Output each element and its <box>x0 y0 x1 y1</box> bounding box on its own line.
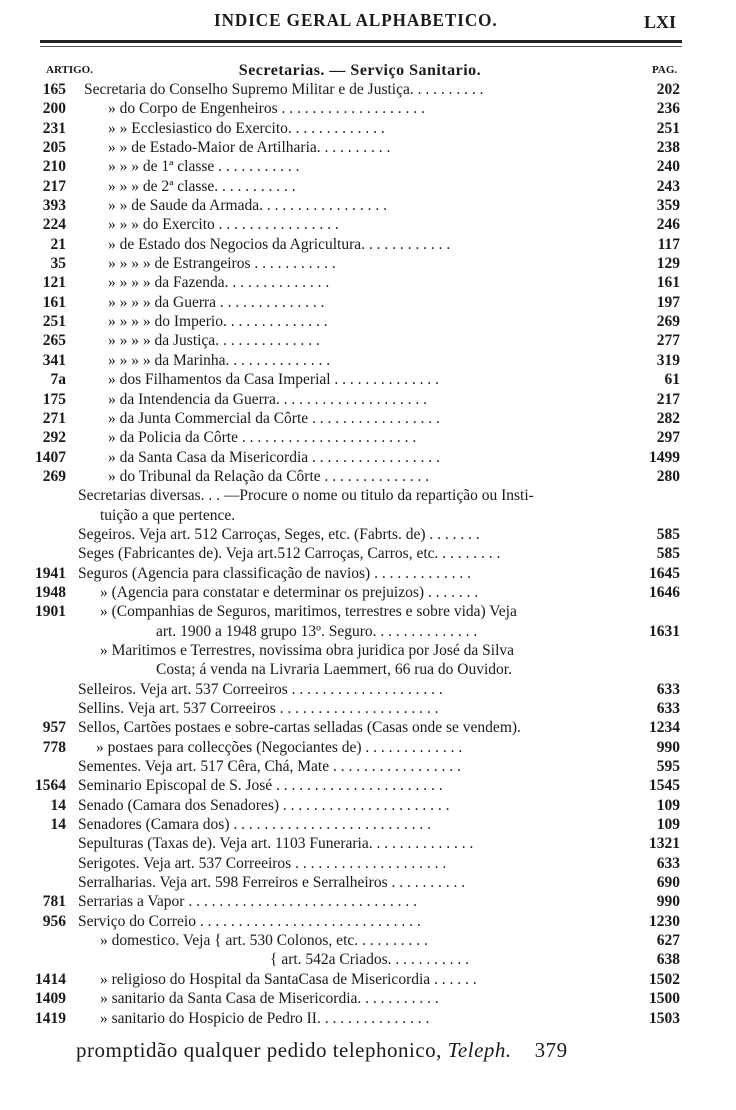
column-heading-page: PAG. <box>652 64 678 76</box>
entry-text: » da Policia da Côrte . . . . . . . . . . . . . . . . . . . . . . . <box>108 429 417 447</box>
column-heading-article: ARTIGO. <box>46 64 93 76</box>
index-row <box>0 602 736 621</box>
article-number: 781 <box>42 893 66 911</box>
page-title: INDICE GERAL ALPHABETICO. <box>214 10 498 30</box>
page-reference: 990 <box>656 893 680 911</box>
article-number: 205 <box>42 139 66 157</box>
page-reference: 638 <box>656 951 680 969</box>
index-row <box>0 409 736 428</box>
page-reference: 359 <box>656 197 680 215</box>
index-row <box>0 273 736 292</box>
page-reference: 1631 <box>649 622 680 640</box>
page-reference: 633 <box>656 680 680 698</box>
index-row <box>0 680 736 699</box>
entry-text: » sanitario da Santa Casa de Misericordia. . . . . . . . . . . <box>100 990 439 1008</box>
page-reference: 269 <box>656 313 680 331</box>
index-row <box>0 796 736 815</box>
article-number: 292 <box>42 429 66 447</box>
page-reference: 990 <box>656 738 680 756</box>
entry-text: Senadores (Camara dos) . . . . . . . . . . . . . . . . . . . . . . . . . . <box>78 816 432 834</box>
entry-text: Serigotes. Veja art. 537 Correeiros . . . . . . . . . . . . . . . . . . . . <box>78 854 447 872</box>
index-row <box>0 235 736 254</box>
page-reference: 251 <box>656 119 680 137</box>
page-reference: 202 <box>656 81 680 98</box>
entry-text: » de Estado dos Negocios da Agricultura. . . . . . . . . . . . <box>108 235 451 253</box>
page-reference: 61 <box>664 371 680 389</box>
entry-text: Seges (Fabricantes de). Veja art.512 Carroças, Carros, etc. . . . . . . . . <box>78 545 501 563</box>
entry-text: » Maritimos e Terrestres, novissima obra juridica por José da Silva <box>100 641 515 659</box>
index-row <box>0 177 736 196</box>
entry-text: » religioso do Hospital da SantaCasa de Misericordia . . . . . . <box>100 970 477 988</box>
page-reference: 1321 <box>649 835 680 853</box>
article-number: 224 <box>42 216 66 234</box>
entry-text: » » » de 2ª classe. . . . . . . . . . . <box>108 177 296 195</box>
entry-text: Serralharias. Veja art. 598 Ferreiros e Serralheiros . . . . . . . . . . <box>78 874 466 892</box>
article-number: 121 <box>42 274 66 292</box>
page-reference: 129 <box>656 255 680 273</box>
index-row <box>0 873 736 892</box>
page-reference: 161 <box>656 274 680 292</box>
entry-text: » » » do Exercito . . . . . . . . . . . . . . . . <box>108 216 339 234</box>
article-number: 778 <box>42 738 66 756</box>
article-number: 1409 <box>35 990 66 1008</box>
entry-text: Secretaria do Conselho Supremo Militar e de Justiça. . . . . . . . . . <box>84 81 484 98</box>
index-row <box>0 757 736 776</box>
page-footer <box>76 1038 568 1063</box>
page-reference: 246 <box>656 216 680 234</box>
page-reference: 243 <box>656 177 680 195</box>
index-row <box>0 157 736 176</box>
page-reference: 633 <box>656 700 680 717</box>
index-row <box>0 525 736 544</box>
index-row <box>0 486 736 505</box>
index-row <box>0 119 736 138</box>
index-row <box>0 776 736 795</box>
article-number: 231 <box>42 119 66 137</box>
entry-text: Segeiros. Veja art. 512 Carroças, Seges, etc. (Fabrts. de) . . . . . . . <box>78 525 480 543</box>
page-reference: 319 <box>656 351 680 369</box>
article-number: 269 <box>42 467 66 485</box>
entry-text: » » » » da Fazenda. . . . . . . . . . . . . . <box>108 274 330 292</box>
index-row <box>0 312 736 331</box>
page-reference: 1230 <box>649 912 680 930</box>
article-number: 7a <box>50 371 66 389</box>
entry-text: » » » » do Imperio. . . . . . . . . . . . . . <box>108 313 328 331</box>
index-row <box>0 583 736 602</box>
entry-text: » domestico. Veja { art. 530 Colonos, etc. . . . . . . . . . <box>100 932 428 950</box>
entry-text: » da Junta Commercial da Côrte . . . . . . . . . . . . . . . . . <box>108 409 440 427</box>
index-row <box>0 215 736 234</box>
article-number: 210 <box>42 158 66 176</box>
entry-text: » » Ecclesiastico do Exercito. . . . . . . . . . . . . <box>108 119 385 137</box>
entry-text: » da Santa Casa da Misericordia . . . . . . . . . . . . . . . . . <box>108 448 440 466</box>
section-heading: Secretarias. — Serviço Sanitario. <box>238 62 482 79</box>
page-reference: 1234 <box>649 719 680 737</box>
page-reference: 595 <box>656 758 680 776</box>
entry-text: Costa; á venda na Livraria Laemmert, 66 rua do Ouvidor. <box>156 661 512 679</box>
index-row <box>0 99 736 118</box>
page-reference: 240 <box>656 158 680 176</box>
entry-text: art. 1900 a 1948 grupo 13º. Seguro. . . . . . . . . . . . . . <box>156 622 478 640</box>
page-reference: 627 <box>656 932 680 950</box>
entry-text: » (Agencia para constatar e determinar os prejuizos) . . . . . . . <box>100 583 479 601</box>
entry-text: » » » » da Guerra . . . . . . . . . . . . . . <box>108 293 325 311</box>
index-row <box>0 854 736 873</box>
article-number: 165 <box>42 81 66 98</box>
page-reference: 1646 <box>649 583 680 601</box>
article-number: 957 <box>42 719 66 737</box>
page-reference: 1502 <box>649 970 680 988</box>
index-row <box>0 564 736 583</box>
index-entries <box>0 80 736 1028</box>
page-reference: 1503 <box>649 1009 680 1027</box>
index-row <box>0 544 736 563</box>
index-row <box>0 660 736 679</box>
index-row <box>0 815 736 834</box>
entry-text: Sellins. Veja art. 537 Correeiros . . . . . . . . . . . . . . . . . . . . . <box>78 700 439 717</box>
index-row <box>0 196 736 215</box>
entry-text: Selleiros. Veja art. 537 Correeiros . . . . . . . . . . . . . . . . . . . . <box>78 680 443 698</box>
index-row <box>0 738 736 757</box>
article-number: 14 <box>50 796 66 814</box>
entry-text: Seguros (Agencia para classificação de navios) . . . . . . . . . . . . . <box>78 564 471 582</box>
index-row <box>0 506 736 525</box>
entry-text: Sepulturas (Taxas de). Veja art. 1103 Funeraria. . . . . . . . . . . . . . <box>78 835 474 853</box>
article-number: 21 <box>50 235 66 253</box>
article-number: 956 <box>42 912 66 930</box>
page-number-roman: LXI <box>644 12 677 32</box>
article-number: 35 <box>50 255 66 273</box>
index-row <box>0 331 736 350</box>
entry-text: Serrarias a Vapor . . . . . . . . . . . . . . . . . . . . . . . . . . . . . . <box>78 893 417 911</box>
article-number: 1901 <box>35 603 66 621</box>
article-number: 393 <box>42 197 66 215</box>
article-number: 1948 <box>35 583 66 601</box>
index-row <box>0 138 736 157</box>
header-rule <box>40 40 682 43</box>
entry-text: Secretarias diversas. . . —Procure o nome ou titulo da repartição ou Insti- <box>78 487 534 505</box>
page-reference: 297 <box>656 429 680 447</box>
index-row <box>0 351 736 370</box>
entry-text: » do Corpo de Engenheiros . . . . . . . . . . . . . . . . . . . <box>108 100 425 118</box>
page-reference: 197 <box>656 293 680 311</box>
article-number: 1564 <box>35 777 66 795</box>
article-number: 217 <box>42 177 66 195</box>
index-row <box>0 834 736 853</box>
index-row <box>0 892 736 911</box>
index-row <box>0 718 736 737</box>
entry-text: Senado (Camara dos Senadores) . . . . . . . . . . . . . . . . . . . . . . <box>78 796 450 814</box>
entry-text: » » » de 1ª classe . . . . . . . . . . . <box>108 158 300 176</box>
page-reference: 238 <box>656 139 680 157</box>
article-number: 1414 <box>35 970 66 988</box>
article-number: 1941 <box>35 564 66 582</box>
index-row <box>0 950 736 969</box>
article-number: 1419 <box>35 1009 66 1027</box>
entry-text: { art. 542a Criados. . . . . . . . . . . <box>270 951 470 969</box>
entry-text: » » de Estado-Maior de Artilharia. . . . . . . . . . <box>108 139 391 157</box>
page-reference: 117 <box>657 235 680 253</box>
page-reference: 1500 <box>649 990 680 1008</box>
entry-text: Sementes. Veja art. 517 Cêra, Chá, Mate . . . . . . . . . . . . . . . . . <box>78 758 461 776</box>
footer-page-number: 379 <box>534 1038 568 1062</box>
index-row <box>0 641 736 660</box>
entry-text: » sanitario do Hospicio de Pedro II. . . . . . . . . . . . . . . <box>100 1009 430 1027</box>
page-reference: 109 <box>656 796 680 814</box>
index-row <box>0 428 736 447</box>
index-row <box>0 699 736 718</box>
article-number: 161 <box>42 293 66 311</box>
footer-text: promptidão qualquer pedido telephonico, <box>76 1038 442 1062</box>
entry-text: » » » » de Estrangeiros . . . . . . . . . . . <box>108 255 336 273</box>
page-reference: 1499 <box>649 448 680 466</box>
page-reference: 236 <box>656 100 680 118</box>
index-row <box>0 448 736 467</box>
entry-text: Seminario Episcopal de S. José . . . . . . . . . . . . . . . . . . . . . . <box>78 777 443 795</box>
entry-text: » do Tribunal da Relação da Côrte . . . . . . . . . . . . . . <box>108 467 430 485</box>
index-row <box>0 1009 736 1028</box>
article-number: 251 <box>42 313 66 331</box>
entry-text: » da Intendencia da Guerra. . . . . . . . . . . . . . . . . . . . <box>108 390 427 408</box>
entry-text: » (Companhias de Seguros, maritimos, terrestres e sobre vida) Veja <box>100 603 517 621</box>
article-number: 271 <box>42 409 66 427</box>
article-number: 200 <box>42 100 66 118</box>
index-row <box>0 254 736 273</box>
entry-text: » dos Filhamentos da Casa Imperial . . . . . . . . . . . . . . <box>108 371 440 389</box>
article-number: 265 <box>42 332 66 350</box>
page-reference: 1645 <box>649 564 680 582</box>
index-row <box>0 370 736 389</box>
index-row <box>0 931 736 950</box>
page-header <box>0 6 736 46</box>
page-reference: 585 <box>656 525 680 543</box>
page-reference: 690 <box>656 874 680 892</box>
page-reference: 1545 <box>649 777 680 795</box>
page-reference: 277 <box>656 332 680 350</box>
index-row <box>0 622 736 641</box>
article-number: 341 <box>42 351 66 369</box>
page-reference: 282 <box>656 409 680 427</box>
page-reference: 280 <box>656 467 680 485</box>
page-reference: 585 <box>656 545 680 563</box>
entry-text: Sellos, Cartões postaes e sobre-cartas selladas (Casas onde se vendem). <box>78 719 521 737</box>
entry-text: » » » » da Justiça. . . . . . . . . . . . . . <box>108 332 320 350</box>
page-reference: 633 <box>656 854 680 872</box>
index-row <box>0 912 736 931</box>
article-number: 175 <box>42 390 66 408</box>
entry-text: » » de Saude da Armada. . . . . . . . . . . . . . . . . <box>108 197 387 215</box>
index-row <box>0 293 736 312</box>
index-row <box>0 989 736 1008</box>
entry-text: » » » » da Marinha. . . . . . . . . . . . . . <box>108 351 331 369</box>
index-row <box>0 970 736 989</box>
article-number: 1407 <box>35 448 66 466</box>
page-reference: 109 <box>656 816 680 834</box>
index-row <box>0 80 736 99</box>
entry-text: Serviço do Correio . . . . . . . . . . . . . . . . . . . . . . . . . . . . . <box>78 912 421 930</box>
entry-text: tuição a que pertence. <box>100 506 236 524</box>
index-row <box>0 467 736 486</box>
index-row <box>0 390 736 409</box>
article-number: 14 <box>50 816 66 834</box>
entry-text: » postaes para collecções (Negociantes de) . . . . . . . . . . . . . <box>96 738 463 756</box>
footer-italic: Teleph. <box>447 1038 512 1062</box>
page-reference: 217 <box>656 390 680 408</box>
header-rule-thin <box>40 46 682 47</box>
